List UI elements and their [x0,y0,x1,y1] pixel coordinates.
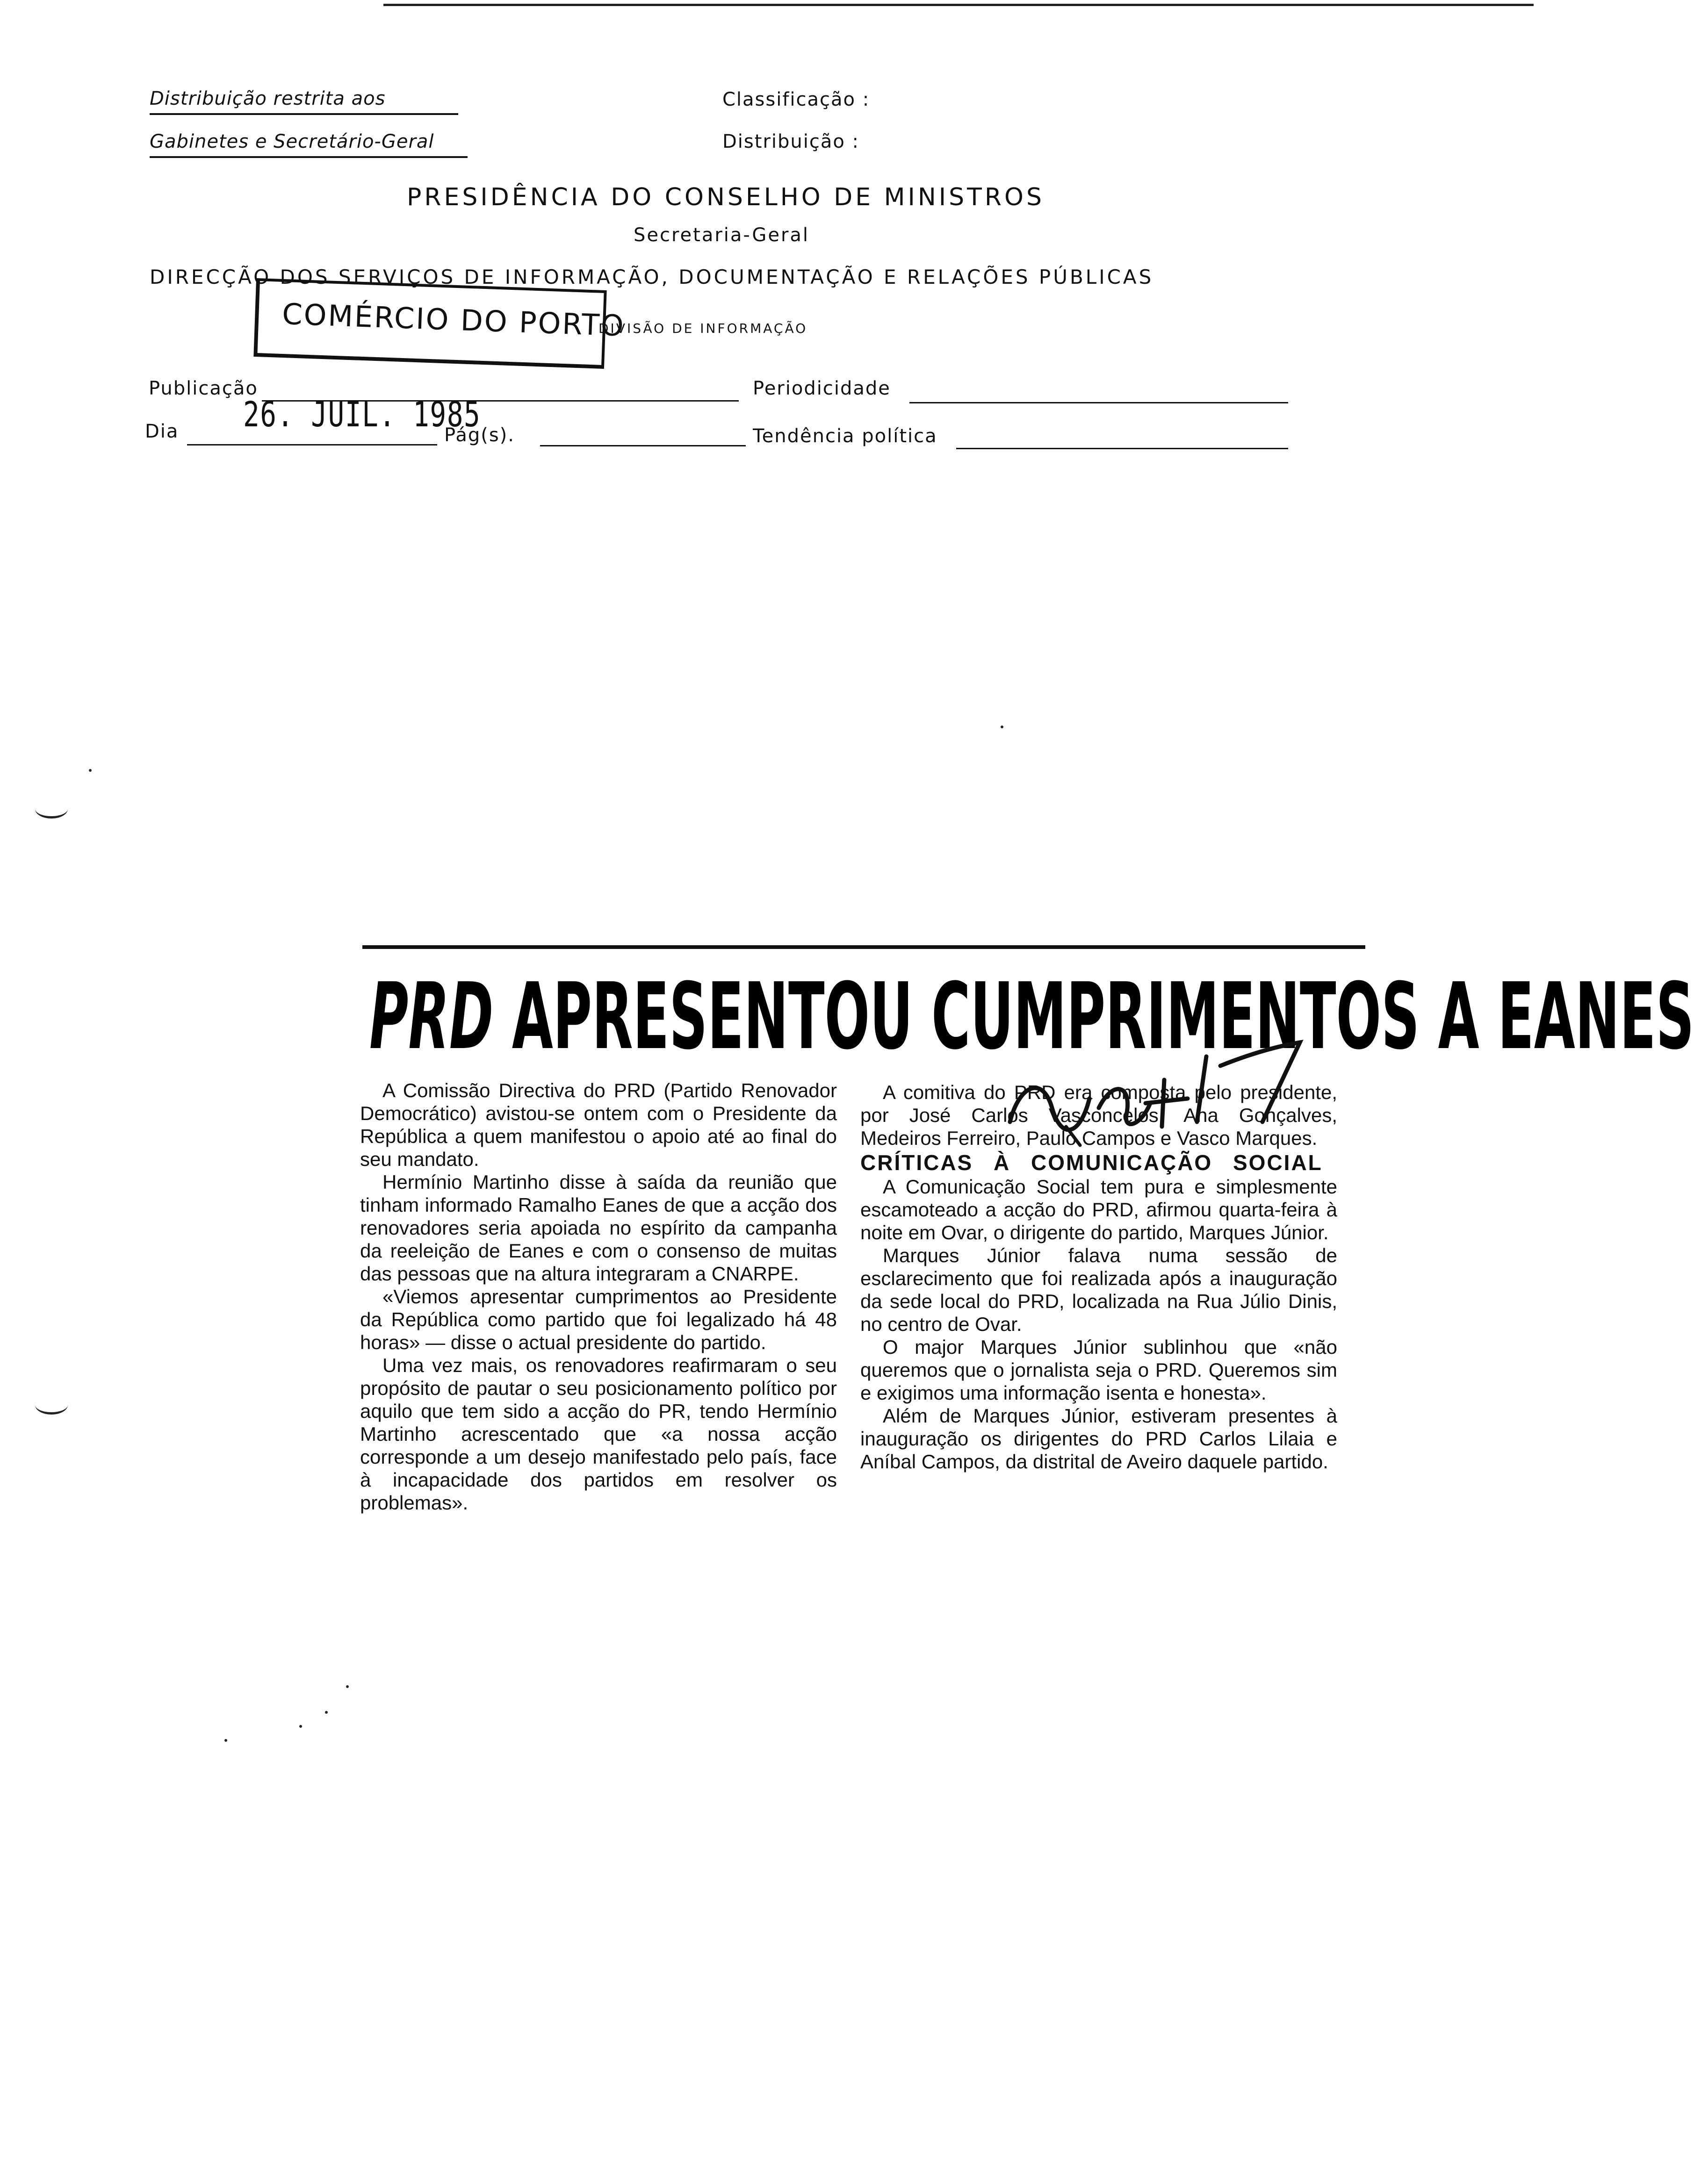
organization-title: PRESIDÊNCIA DO CONSELHO DE MINISTROS [407,183,1045,211]
day-fill-line [187,444,437,445]
article-paragraph: «Viemos apresentar cumprimentos ao Presidente da República como partido que foi legalizado há 48 horas» — disse o actual presidente do partido. [360,1286,837,1353]
distribution-label: Distribuição : [722,131,860,152]
article-paragraph: Marques Júnior falava numa sessão de esclarecimento que foi realizada após a inauguração da sede local do PRD, localizada na Rua Júlio Dinis, no centro de Ovar. [860,1244,1337,1335]
article-paragraph: A Comunicação Social tem pura e simplesmente escamoteado a acção do PRD, afirmou quarta-feira à noite em Ovar, o dirigente do partido, Marques Júnior. [860,1176,1337,1243]
classification-label: Classificação : [722,89,870,110]
article-paragraph: A comitiva do PRD era composta pelo presidente, por José Carlos Vasconcelos, Ana Gonçalves, Medeiros Ferreiro, Paulo Campos e Vasco Marques. [860,1081,1337,1149]
article-paragraph: O major Marques Júnior sublinhou que «não queremos que o jornalista seja o PRD. Queremos sim e exigimos uma informação isenta e honesta». [860,1336,1337,1404]
political-tendency-label: Tendência política [753,425,937,447]
clipping-top-rule [362,945,1365,949]
political-tendency-fill-line [956,448,1288,449]
scan-speck [299,1725,302,1728]
distribution-underline-2 [150,156,468,158]
article-paragraph: Uma vez mais, os renovadores reafirmaram o seu propósito de pautar o seu posicionamento político por aquilo que tem sido a acção do PR, tendo Hermínio Martinho acrescentado que «a nossa acção corresponde a um desejo manifestado pelo país, face à incapacidade dos partidos em resolver os problemas». [360,1354,837,1514]
scan-speck [346,1685,349,1688]
scan-speck [1001,726,1003,728]
handwritten-annotation [1001,1028,1337,1150]
pages-label: Pág(s). [444,424,515,446]
article-paragraph: Hermínio Martinho disse à saída da reunião que tinham informado Ramalho Eanes de que a acção dos renovadores seria apoiada no espírito da campanha da reeleição de Eanes e com o consenso de muitas das pessoas que na altura integraram a CNARPE. [360,1171,837,1285]
publication-stamp-text: COMÉRCIO DO PORTO [281,296,626,343]
headline-prd: PRD [369,963,494,1070]
article-left-column [360,1079,837,1514]
division-line: DIVISÃO DE INFORMAÇÃO [598,321,808,336]
punch-hole-mark [35,1395,68,1415]
day-label: Dia [145,421,179,442]
scan-speck [325,1711,328,1714]
headline-rest: APRESENTOU CUMPRIMENTOS A EANES [512,963,1694,1070]
directorate-line: DIRECÇÃO DOS SERVIÇOS DE INFORMAÇÃO, DOCUMENTAÇÃO E RELAÇÕES PÚBLICAS [150,266,1154,288]
distribution-notice-line-2: Gabinetes e Secretário-Geral [150,131,434,152]
publication-stamp [253,278,626,369]
date-stamp: 26. JUIL. 1985 [243,395,481,435]
distribution-underline-1 [150,113,458,115]
periodicity-fill-line [909,402,1288,403]
article-paragraph: A Comissão Directiva do PRD (Partido Renovador Democrático) avistou-se ontem com o Presidente da República a quem manifestou o apoio até ao final do seu mandato. [360,1079,837,1170]
distribution-notice-line-1: Distribuição restrita aos [150,88,386,109]
scan-speck [89,769,92,772]
top-border-rule [383,4,1534,6]
pages-fill-line [540,445,746,446]
section-heading: CRÍTICAS À COMUNICAÇÃO SOCIAL [860,1150,1323,1175]
publication-label: Publicação [149,378,258,399]
article-paragraph: Além de Marques Júnior, estiveram presentes à inauguração os dirigentes do PRD Carlos Lilaia e Aníbal Campos, da distrital de Aveiro daquele partido. [860,1405,1337,1473]
organization-subtitle: Secretaria-Geral [634,224,810,246]
periodicity-label: Periodicidade [753,378,891,399]
scan-speck [224,1739,227,1742]
punch-hole-mark [35,799,68,819]
